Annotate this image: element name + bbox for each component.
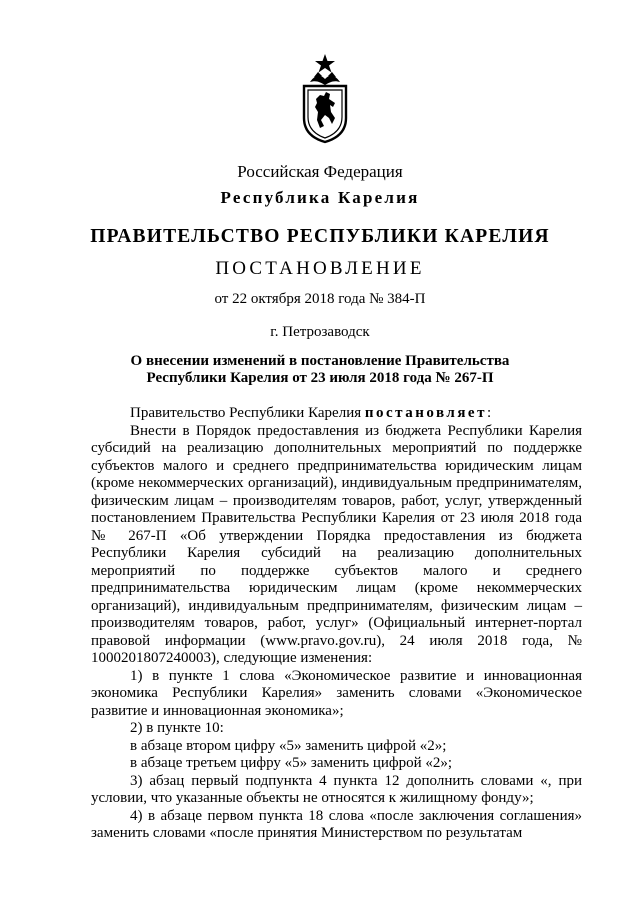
intro-suffix: : <box>486 405 492 421</box>
subject-line-1: О внесении изменений в постановление Правительства <box>130 353 510 369</box>
paragraph-item-3: 3) абзац первый подпункта 4 пункта 12 дополнить словами «, при условии, что указанные объекты не относятся к жилищному фонду»; <box>91 772 582 806</box>
document-city: г. Петрозаводск <box>270 324 370 340</box>
karelia-coat-of-arms-icon <box>296 52 354 144</box>
government-title: ПРАВИТЕЛЬСТВО РЕСПУБЛИКИ КАРЕЛИЯ <box>90 226 550 247</box>
document-body <box>91 405 582 843</box>
country-name: Российская Федерация <box>237 162 403 181</box>
paragraph-item-1: 1) в пункте 1 слова «Экономическое развитие и инновационная экономика Республики Карелия» заменить словами «Экономическое развитие и инновационная экономика»; <box>91 667 582 719</box>
paragraph-item-4: 4) в абзаце первом пункта 18 слова «после заключения соглашения» заменить словами «после принятия Министерством по результатам <box>91 807 582 841</box>
intro-paragraph <box>91 405 582 423</box>
document-date-number: от 22 октября 2018 года № 384-П <box>214 291 426 307</box>
paragraph-main: Внести в Порядок предоставления из бюджета Республики Карелия субсидий на реализацию дополнительных мероприятий по поддержке субъектов малого и среднего предпринимательства юридическим лицам (кроме некоммерческих организаций), индивидуальным предпринимателям, физическим лицам – производителям товаров, работ, услуг, утвержденный постановлением Правительства Республики Карелия от 23 июля 2018 года № 267-П «Об утверждении Порядка предоставления из бюджета Республики Карелия субсидий на реализацию дополнительных мероприятий по поддержке субъектов малого и среднего предпринимательства юридическим лицам (кроме некоммерческих организаций), индивидуальным предпринимателям, физическим лицам – производителям товаров, работ, услуг» (Официальный интернет-портал правовой информации (www.pravo.gov.ru), 24 июля 2018 года, № 1000201807240003), следующие изменения: <box>91 422 582 666</box>
document-subject <box>0 353 640 387</box>
paragraph-item-2: 2) в пункте 10: <box>130 720 224 736</box>
republic-name: Республика Карелия <box>220 188 420 207</box>
intro-prefix: Правительство Республики Карелия <box>130 405 365 421</box>
paragraph-item-2-b: в абзаце третьем цифру «5» заменить цифрой «2»; <box>130 755 453 771</box>
subject-line-2: Республики Карелия от 23 июля 2018 года № 267-П <box>146 370 494 386</box>
document-type: ПОСТАНОВЛЕНИЕ <box>215 258 425 279</box>
decree-word: постановляет <box>364 405 487 421</box>
paragraph-item-2-a: в абзаце втором цифру «5» заменить цифрой «2»; <box>130 737 447 754</box>
